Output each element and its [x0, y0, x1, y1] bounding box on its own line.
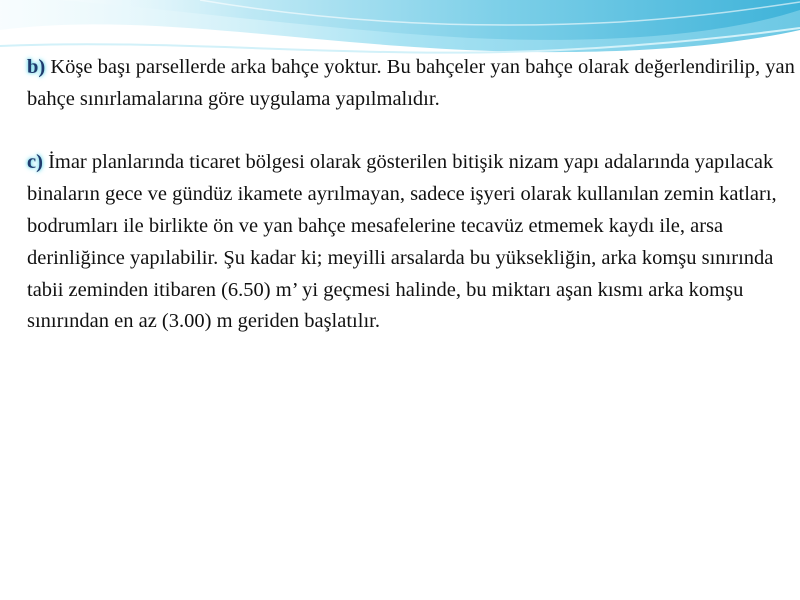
- paragraph-c-text: İmar planlarında ticaret bölgesi olarak gösterilen bitişik nizam yapı adalarında yapılacak binaların gece ve gündüz ikamete ayrılmayan, sadece işyeri olarak kullanılan zemin katları, bodrumları ile birlikte ön ve yan bahçe mesafelerine tecavüz etmemek kaydı ile, arsa derinliğince yapılabilir. Şu kadar ki; meyilli arsalarda bu yüksekliğin, arka komşu sınırında tabii zeminden itibaren (6.50) m’ yi geçmesi halinde, bu miktarı aşan kısmı arka komşu sınırından en az (3.00) m geriden başlatılır.: [27, 151, 777, 333]
- paragraph-c: [27, 147, 797, 338]
- slide-content: [27, 52, 797, 338]
- paragraph-b-marker: b): [27, 56, 46, 78]
- paragraph-b: [27, 52, 797, 116]
- paragraph-b-text: Köşe başı parsellerde arka bahçe yoktur. Bu bahçeler yan bahçe olarak değerlendirilip, yan bahçe sınırlamalarına göre uygulama yapılmalıdır.: [27, 56, 795, 110]
- paragraph-c-marker: c): [27, 151, 43, 174]
